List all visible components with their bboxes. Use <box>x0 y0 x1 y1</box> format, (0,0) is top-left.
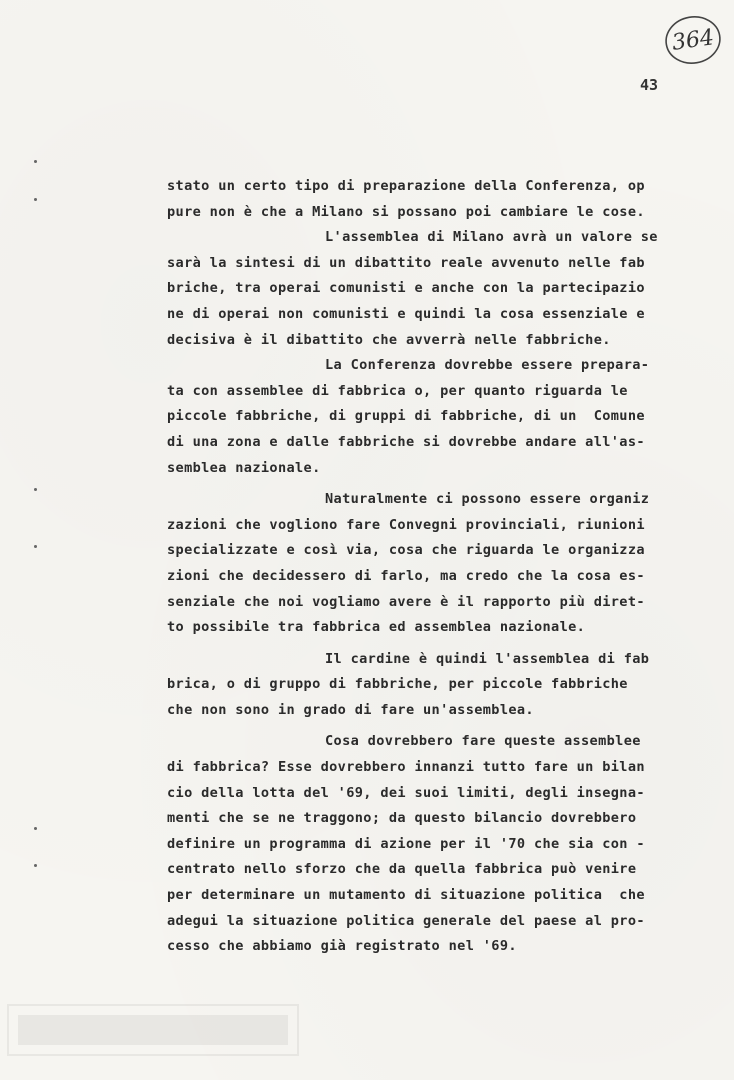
text-line: piccole fabbriche, di gruppi di fabbriche, di un Comune <box>167 408 645 425</box>
text-line: Il cardine è quindi l'assemblea di fab <box>325 650 650 667</box>
text-line: ta con assemblee di fabbrica o, per quanto riguarda le <box>167 382 628 399</box>
page-number: 43 <box>640 76 659 94</box>
text-line: di una zona e dalle fabbriche si dovrebbe andare all'as- <box>167 433 645 450</box>
text-line: brica, o di gruppo di fabbriche, per piccole fabbriche <box>167 676 628 693</box>
text-line: pure non è che a Milano si possano poi cambiare le cose. <box>167 203 645 220</box>
text-line: cesso che abbiamo già registrato nel '69. <box>167 938 517 955</box>
paragraph <box>167 487 672 641</box>
text-line: sarà la sintesi di un dibattito reale avvenuto nelle fab <box>167 254 645 271</box>
text-line: semblea nazionale. <box>167 459 321 476</box>
text-line: cio della lotta del '69, dei suoi limiti, degli insegna- <box>167 784 645 801</box>
margin-mark <box>34 198 37 201</box>
paragraph <box>167 353 672 481</box>
text-line: briche, tra operai comunisti e anche con la partecipazio <box>167 280 645 297</box>
paragraph <box>167 647 672 724</box>
archive-watermark-icon <box>4 995 304 1065</box>
text-line: definire un programma di azione per il '70 che sia con - <box>167 835 645 852</box>
text-line: menti che se ne traggono; da questo bilancio dovrebbero <box>167 810 637 827</box>
text-line: senziale che noi vogliamo avere è il rapporto più diret- <box>167 593 645 610</box>
text-line: Naturalmente ci possono essere organiz <box>325 491 650 508</box>
text-line: L'assemblea di Milano avrà un valore se <box>325 229 658 246</box>
text-line: stato un certo tipo di preparazione della Conferenza, op <box>167 178 645 194</box>
text-line: che non sono in grado di fare un'assemblea. <box>167 701 534 718</box>
margin-mark <box>34 488 37 491</box>
text-line: adegui la situazione politica generale del paese al pro- <box>167 912 645 929</box>
text-line: zioni che decidessero di farlo, ma credo che la cosa es- <box>167 567 645 584</box>
archive-number-stamp <box>663 14 723 66</box>
text-line: zazioni che vogliono fare Convegni provinciali, riunioni <box>167 516 645 533</box>
text-line: centrato nello sforzo che da quella fabbrica può venire <box>167 861 637 878</box>
text-line: La Conferenza dovrebbe essere prepara- <box>325 357 650 374</box>
text-line: to possibile tra fabbrica ed assemblea nazionale. <box>167 619 586 636</box>
text-line: di fabbrica? Esse dovrebbero innanzi tutto fare un bilan <box>167 759 645 776</box>
text-line: Cosa dovrebbero fare queste assemblee <box>325 733 641 750</box>
paragraph <box>167 729 672 959</box>
text-line: decisiva è il dibattito che avverrà nelle fabbriche. <box>167 331 611 348</box>
margin-mark <box>34 545 37 548</box>
margin-mark <box>34 827 37 830</box>
text-line: ne di operai non comunisti e quindi la cosa essenziale e <box>167 305 645 322</box>
paragraph <box>167 225 672 353</box>
margin-mark <box>34 160 37 163</box>
archive-number: 364 <box>670 24 716 56</box>
document-body <box>167 174 672 960</box>
text-line: per determinare un mutamento di situazione politica che <box>167 887 645 904</box>
text-line: specializzate e così via, cosa che riguarda le organizza <box>167 542 645 559</box>
margin-mark <box>34 864 37 867</box>
paragraph <box>167 174 672 225</box>
